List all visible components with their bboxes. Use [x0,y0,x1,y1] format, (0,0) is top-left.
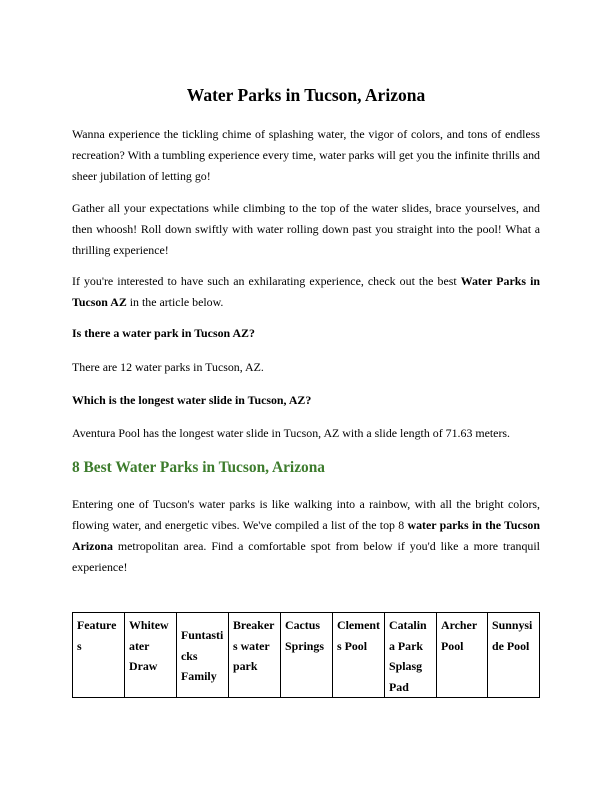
section-text-before: Entering one of Tucson's water parks is like walking into a rainbow, with all the bright colors, flowing water, and energetic vibes. We've compiled a list of the top 8 [72,497,540,532]
page-title: Water Parks in Tucson, Arizona [186,85,426,105]
faq-question-2: Which is the longest water slide in Tucson, AZ? [72,393,312,407]
table-header-cell: Breakers water park [229,613,281,698]
faq-answer-2: Aventura Pool has the longest water slide in Tucson, AZ with a slide length of 71.63 meters. [72,426,511,440]
section-heading: 8 Best Water Parks in Tucson, Arizona [72,459,325,476]
table-header-row [73,613,540,698]
table-header-cell: Clements Pool [333,613,385,698]
intro-paragraph: Wanna experience the tickling chime of splashing water, the vigor of colors, and tons of endless recreation? With a tumbling experience every time, water parks will get you the infinite thrills and sheer jubilation of letting go! [72,127,540,183]
section-text-after: metropolitan area. Find a comfortable spot from below if you'd like a more tranquil experience! [72,539,540,574]
table-header-cell: Cactus Springs [281,613,333,698]
table-header-cell: Funtasticks Family [177,613,229,698]
interest-text-after: in the article below. [126,295,224,309]
section-bold-keyword: water parks in the Tucson Arizona [72,518,540,553]
features-table [72,612,540,698]
faq-question-1: Is there a water park in Tucson AZ? [72,326,255,340]
interest-bold-keyword: Water Parks in Tucson AZ [72,274,540,309]
interest-paragraph [72,271,540,313]
section-paragraph [72,494,540,578]
table-header-cell: Whitewater Draw [125,613,177,698]
faq-answer-1: There are 12 water parks in Tucson, AZ. [72,360,264,374]
table-header-cell: Archer Pool [437,613,488,698]
expectations-paragraph: Gather all your expectations while climbing to the top of the water slides, brace yourselves, and then whoosh! Roll down swiftly with water rolling down past you straight into the pool! What a thrilling experience! [72,201,540,257]
table-header-cell: Features [73,613,125,698]
interest-text-before: If you're interested to have such an exhilarating experience, check out the best [72,274,461,288]
table-header-cell: Catalina Park Splasg Pad [385,613,437,698]
table-header-cell: Sunnyside Pool [488,613,540,698]
